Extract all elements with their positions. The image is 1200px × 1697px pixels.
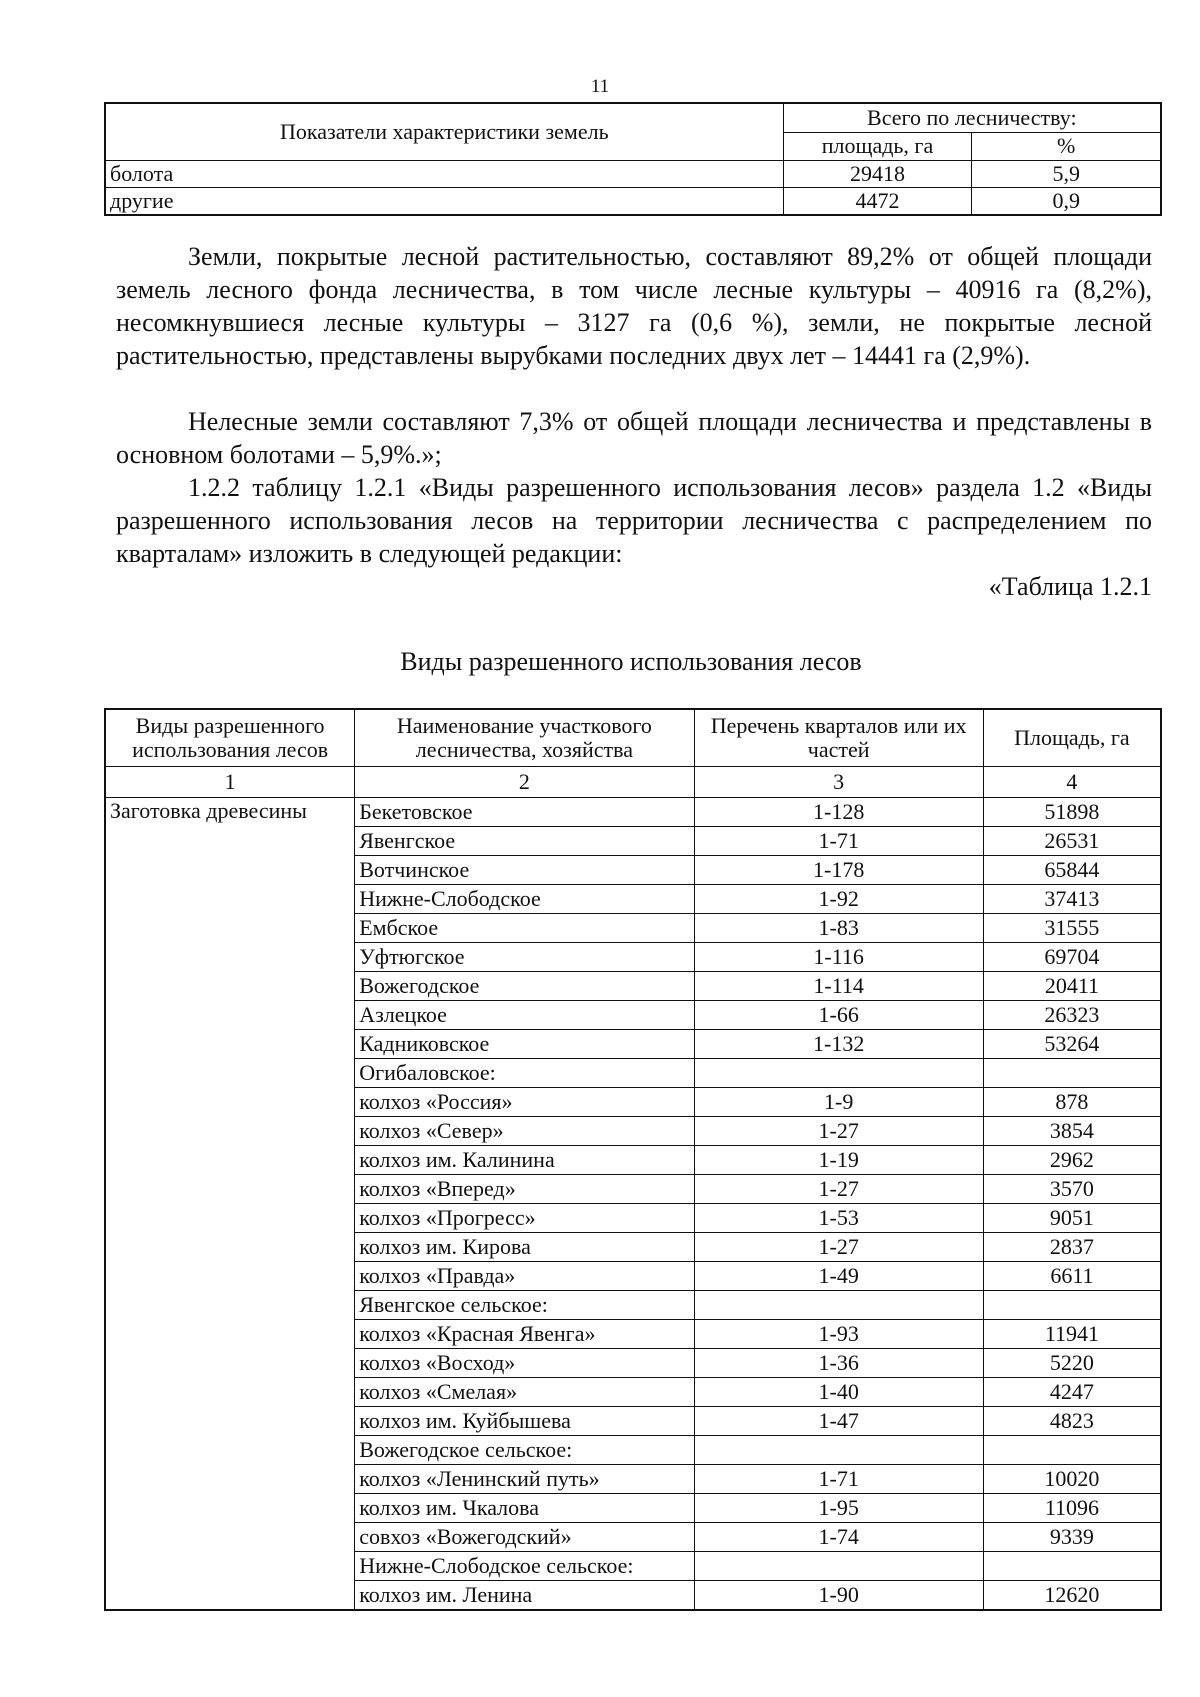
area-cell: 4823 <box>983 1407 1161 1436</box>
quarters-cell: 1-132 <box>694 1030 983 1059</box>
area-cell: 20411 <box>983 972 1161 1001</box>
quarters-cell: 1-71 <box>694 1465 983 1494</box>
area-cell: 9051 <box>983 1204 1161 1233</box>
land-name: другие <box>105 188 783 216</box>
area-cell: 31555 <box>983 914 1161 943</box>
area-cell: 26531 <box>983 827 1161 856</box>
land-characteristics-table <box>104 102 1162 216</box>
forestry-name-cell: Явенгское сельское: <box>355 1291 694 1320</box>
forestry-name-cell: колхоз «Север» <box>355 1117 694 1146</box>
quarters-cell: 1-9 <box>694 1088 983 1117</box>
quarters-cell: 1-19 <box>694 1146 983 1175</box>
table-caption: Виды разрешенного использования лесов <box>400 647 862 676</box>
area-cell: 2837 <box>983 1233 1161 1262</box>
forestry-name-cell: Азлецкое <box>355 1001 694 1030</box>
header-indicator: Показатели характеристики земель <box>105 103 783 161</box>
area-cell <box>983 1059 1161 1088</box>
forestry-name-cell: колхоз «Правда» <box>355 1262 694 1291</box>
table-row <box>105 161 1161 188</box>
forestry-name-cell: Вотчинское <box>355 856 694 885</box>
forestry-name-cell: колхоз им. Кирова <box>355 1233 694 1262</box>
forestry-name-cell: Огибаловское: <box>355 1059 694 1088</box>
quarters-cell: 1-71 <box>694 827 983 856</box>
column-number: 1 <box>105 767 355 798</box>
header-forestry-name: Наименование участкового лесничества, хозяйства <box>355 709 694 767</box>
area-cell: 12620 <box>983 1581 1161 1611</box>
quarters-cell: 1-83 <box>694 914 983 943</box>
area-cell: 878 <box>983 1088 1161 1117</box>
quarters-cell: 1-128 <box>694 798 983 827</box>
land-area: 4472 <box>783 188 972 216</box>
quarters-cell: 1-95 <box>694 1494 983 1523</box>
forest-use-table <box>104 708 1162 1611</box>
forestry-name-cell: колхоз им. Ленина <box>355 1581 694 1611</box>
area-cell: 9339 <box>983 1523 1161 1552</box>
forestry-name-cell: совхоз «Вожегодский» <box>355 1523 694 1552</box>
quarters-cell <box>694 1436 983 1465</box>
area-cell <box>983 1291 1161 1320</box>
quarters-cell: 1-27 <box>694 1117 983 1146</box>
area-cell: 53264 <box>983 1030 1161 1059</box>
page-number: 11 <box>590 76 610 97</box>
forestry-name-cell: Явенгское <box>355 827 694 856</box>
forestry-name-cell: Нижне-Слободское <box>355 885 694 914</box>
land-percent: 0,9 <box>972 188 1161 216</box>
area-cell: 10020 <box>983 1465 1161 1494</box>
forestry-name-cell: колхоз им. Куйбышева <box>355 1407 694 1436</box>
forestry-name-cell: колхоз «Россия» <box>355 1088 694 1117</box>
area-cell: 65844 <box>983 856 1161 885</box>
quarters-cell: 1-178 <box>694 856 983 885</box>
area-cell: 2962 <box>983 1146 1161 1175</box>
quarters-cell: 1-40 <box>694 1378 983 1407</box>
table-reference: «Таблица 1.2.1 <box>988 572 1152 601</box>
quarters-cell: 1-114 <box>694 972 983 1001</box>
forestry-name-cell: колхоз «Ленинский путь» <box>355 1465 694 1494</box>
forestry-name-cell: Ембское <box>355 914 694 943</box>
quarters-cell: 1-116 <box>694 943 983 972</box>
area-cell: 11941 <box>983 1320 1161 1349</box>
quarters-cell: 1-53 <box>694 1204 983 1233</box>
forestry-name-cell: Вожегодское сельское: <box>355 1436 694 1465</box>
paragraph-non-forest-lands: Нелесные земли составляют 7,3% от общей площади лесничества и представлены в основном болотами – 5,9%.»; <box>116 407 1152 469</box>
forestry-name-cell: колхоз «Смелая» <box>355 1378 694 1407</box>
forestry-name-cell: колхоз им. Калинина <box>355 1146 694 1175</box>
area-cell: 51898 <box>983 798 1161 827</box>
land-percent: 5,9 <box>972 161 1161 188</box>
forestry-name-cell: колхоз «Восход» <box>355 1349 694 1378</box>
quarters-cell: 1-36 <box>694 1349 983 1378</box>
area-cell: 3570 <box>983 1175 1161 1204</box>
land-name: болота <box>105 161 783 188</box>
quarters-cell <box>694 1291 983 1320</box>
paragraph-amendment: 1.2.2 таблицу 1.2.1 «Виды разрешенного использования лесов» раздела 1.2 «Виды разрешенного использования лесов на территории лесничества с распределением по кварталам» изложить в следующей редакции: <box>116 473 1152 568</box>
column-number: 3 <box>694 767 983 798</box>
header-percent: % <box>972 132 1161 161</box>
forestry-name-cell: колхоз «Прогресс» <box>355 1204 694 1233</box>
header-use-type: Виды разрешенного использования лесов <box>105 709 355 767</box>
forestry-name-cell: Уфтюгское <box>355 943 694 972</box>
quarters-cell: 1-27 <box>694 1233 983 1262</box>
forestry-name-cell: колхоз «Вперед» <box>355 1175 694 1204</box>
header-area: площадь, га <box>783 132 972 161</box>
forestry-name-cell: Нижне-Слободское сельское: <box>355 1552 694 1581</box>
area-cell: 69704 <box>983 943 1161 972</box>
area-cell: 6611 <box>983 1262 1161 1291</box>
quarters-cell: 1-66 <box>694 1001 983 1030</box>
area-cell <box>983 1552 1161 1581</box>
forestry-name-cell: Вожегодское <box>355 972 694 1001</box>
quarters-cell: 1-27 <box>694 1175 983 1204</box>
table-row <box>105 188 1161 216</box>
table-row <box>105 798 1161 827</box>
forestry-name-cell: Кадниковское <box>355 1030 694 1059</box>
column-number: 2 <box>355 767 694 798</box>
area-cell: 37413 <box>983 885 1161 914</box>
header-quarters: Перечень кварталов или их частей <box>694 709 983 767</box>
quarters-cell: 1-92 <box>694 885 983 914</box>
column-number: 4 <box>983 767 1161 798</box>
forestry-name-cell: колхоз им. Чкалова <box>355 1494 694 1523</box>
quarters-cell: 1-93 <box>694 1320 983 1349</box>
area-cell: 26323 <box>983 1001 1161 1030</box>
quarters-cell: 1-47 <box>694 1407 983 1436</box>
area-cell: 4247 <box>983 1378 1161 1407</box>
header-area: Площадь, га <box>983 709 1161 767</box>
paragraph-forest-lands: Земли, покрытые лесной растительностью, составляют 89,2% от общей площади земель лесного фонда лесничества, в том числе лесные культуры – 40916 га (8,2%), несомкнувшиеся лесные культуры – 3127 га (0,6 %), земли, не покрытые лесной растительностью, представлены вырубками последних двух лет – 14441 га (2,9%). <box>116 242 1152 370</box>
area-cell: 11096 <box>983 1494 1161 1523</box>
land-area: 29418 <box>783 161 972 188</box>
area-cell: 3854 <box>983 1117 1161 1146</box>
area-cell: 5220 <box>983 1349 1161 1378</box>
quarters-cell: 1-49 <box>694 1262 983 1291</box>
area-cell <box>983 1436 1161 1465</box>
quarters-cell <box>694 1059 983 1088</box>
forestry-name-cell: Бекетовское <box>355 798 694 827</box>
quarters-cell <box>694 1552 983 1581</box>
header-total: Всего по лесничеству: <box>783 103 1161 132</box>
use-type-cell: Заготовка древесины <box>105 798 355 1611</box>
forestry-name-cell: колхоз «Красная Явенга» <box>355 1320 694 1349</box>
quarters-cell: 1-74 <box>694 1523 983 1552</box>
quarters-cell: 1-90 <box>694 1581 983 1611</box>
